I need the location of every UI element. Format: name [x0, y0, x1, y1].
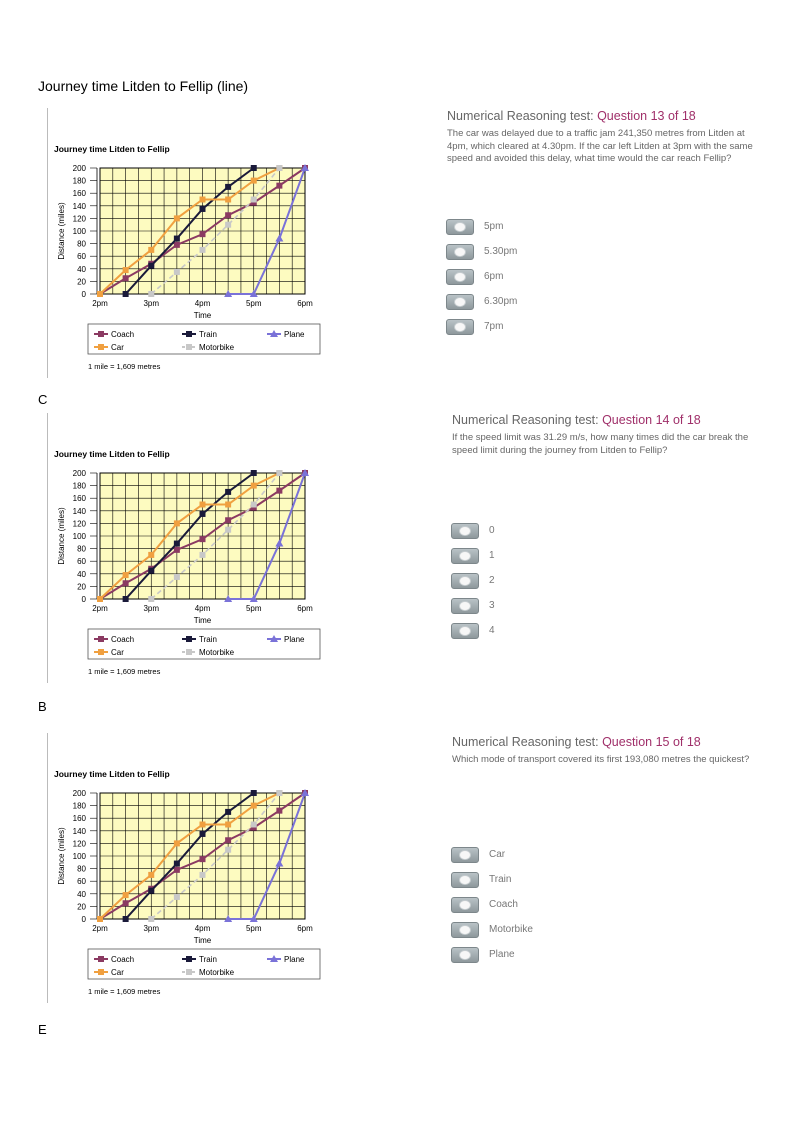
y-tick-label: 100	[72, 852, 86, 861]
chart-footnote: 1 mile = 1,609 metres	[88, 987, 161, 996]
x-tick-label: 3pm	[143, 299, 160, 308]
option-label: Plane	[489, 949, 515, 960]
y-tick-label: 0	[81, 595, 86, 604]
data-point	[174, 861, 180, 867]
option-label: 1	[489, 550, 495, 561]
radio-button-icon[interactable]	[446, 219, 474, 235]
x-tick-label: 6pm	[297, 604, 313, 613]
option-label: 7pm	[484, 321, 504, 332]
data-point	[200, 197, 206, 203]
chart-footnote: 1 mile = 1,609 metres	[88, 667, 161, 676]
data-point	[200, 511, 206, 517]
x-axis-label: Time	[193, 616, 212, 625]
data-point	[148, 568, 154, 574]
x-axis-label: Time	[193, 936, 212, 945]
answer-option[interactable]	[451, 593, 495, 618]
y-axis-label: Distance (miles)	[57, 507, 66, 565]
y-tick-label: 20	[77, 582, 86, 592]
data-point	[276, 790, 282, 796]
x-tick-label: 4pm	[194, 604, 211, 613]
data-point	[174, 867, 180, 873]
data-point	[97, 291, 103, 297]
question-header	[447, 109, 696, 123]
legend-label: Plane	[284, 955, 305, 964]
data-point	[251, 803, 257, 809]
chart-panel	[47, 733, 348, 1003]
data-point	[225, 222, 231, 228]
data-point	[276, 808, 282, 814]
data-point	[148, 291, 154, 297]
data-point	[251, 822, 257, 828]
y-tick-label: 160	[72, 494, 86, 504]
data-point	[200, 231, 206, 237]
question-header	[452, 735, 701, 749]
chart-title: Journey time Litden to Fellip	[54, 769, 170, 779]
data-point	[123, 892, 129, 898]
chart-panel	[47, 413, 348, 683]
legend-marker	[186, 636, 192, 642]
y-tick-label: 120	[72, 214, 86, 224]
option-label: 6pm	[484, 271, 504, 282]
x-tick-label: 4pm	[194, 299, 211, 308]
legend-label: Plane	[284, 635, 305, 644]
data-point	[225, 212, 231, 218]
y-tick-label: 60	[77, 877, 86, 887]
y-tick-label: 180	[72, 176, 86, 186]
radio-button-icon[interactable]	[451, 947, 479, 963]
legend-label: Motorbike	[199, 648, 235, 657]
legend-marker	[98, 649, 104, 655]
answer-options	[451, 842, 533, 967]
data-point	[225, 837, 231, 843]
x-tick-label: 2pm	[92, 299, 108, 308]
y-tick-label: 80	[77, 864, 86, 874]
legend-label: Car	[111, 968, 124, 977]
legend-label: Train	[199, 955, 217, 964]
answer-option[interactable]	[446, 214, 517, 239]
answer-option[interactable]	[451, 568, 495, 593]
legend-label: Motorbike	[199, 968, 235, 977]
question-number: Question 15 of 18	[602, 735, 701, 749]
y-tick-label: 40	[77, 889, 86, 899]
x-tick-label: 3pm	[143, 924, 160, 933]
data-point	[225, 502, 231, 508]
answer-option[interactable]	[446, 264, 517, 289]
answer-option[interactable]	[451, 518, 495, 543]
line-chart	[48, 413, 348, 683]
question-label: Numerical Reasoning test:	[452, 735, 603, 749]
x-tick-label: 5pm	[245, 924, 262, 933]
data-point	[123, 572, 129, 578]
y-tick-label: 40	[77, 264, 86, 274]
radio-button-icon[interactable]	[451, 623, 479, 639]
x-tick-label: 2pm	[92, 604, 108, 613]
data-point	[148, 552, 154, 558]
radio-button-icon[interactable]	[451, 847, 479, 863]
y-tick-label: 200	[72, 164, 86, 173]
answer-options	[446, 214, 517, 339]
y-tick-label: 120	[72, 839, 86, 849]
radio-button-icon[interactable]	[446, 319, 474, 335]
legend-marker	[98, 969, 104, 975]
answer-option[interactable]	[451, 842, 533, 867]
y-tick-label: 140	[72, 201, 86, 211]
legend-marker	[186, 331, 192, 337]
question-number: Question 14 of 18	[602, 413, 701, 427]
answer-option[interactable]	[451, 867, 533, 892]
chart-footnote: 1 mile = 1,609 metres	[88, 362, 161, 371]
data-point	[148, 888, 154, 894]
y-tick-label: 100	[72, 532, 86, 541]
y-tick-label: 100	[72, 227, 86, 236]
legend-marker	[98, 636, 104, 642]
data-point	[200, 831, 206, 837]
y-tick-label: 20	[77, 902, 86, 912]
data-point	[174, 520, 180, 526]
data-point	[251, 470, 257, 476]
data-point	[123, 267, 129, 273]
option-label: Coach	[489, 899, 518, 910]
data-point	[225, 809, 231, 815]
data-point	[200, 822, 206, 828]
data-point	[225, 184, 231, 190]
y-tick-label: 140	[72, 506, 86, 516]
data-point	[148, 916, 154, 922]
answer-option[interactable]	[451, 543, 495, 568]
data-point	[123, 596, 129, 602]
answer-option[interactable]	[446, 289, 517, 314]
legend-label: Coach	[111, 955, 135, 964]
data-point	[174, 894, 180, 900]
y-tick-label: 160	[72, 189, 86, 199]
answer-option[interactable]	[451, 618, 495, 643]
x-tick-label: 6pm	[297, 299, 313, 308]
radio-button-icon[interactable]	[446, 244, 474, 260]
question-number: Question 13 of 18	[597, 109, 696, 123]
chart-title: Journey time Litden to Fellip	[54, 144, 170, 154]
data-point	[123, 916, 129, 922]
chart-title: Journey time Litden to Fellip	[54, 449, 170, 459]
data-point	[123, 291, 129, 297]
data-point	[174, 269, 180, 275]
data-point	[276, 470, 282, 476]
data-point	[174, 215, 180, 221]
y-axis-label: Distance (miles)	[57, 827, 66, 885]
data-point	[225, 847, 231, 853]
radio-button-icon[interactable]	[446, 269, 474, 285]
data-point	[148, 872, 154, 878]
data-point	[200, 856, 206, 862]
data-point	[174, 242, 180, 248]
answer-letter: C	[38, 392, 48, 407]
y-tick-label: 80	[77, 544, 86, 554]
question-label: Numerical Reasoning test:	[452, 413, 603, 427]
x-tick-label: 3pm	[143, 604, 160, 613]
x-tick-label: 5pm	[245, 604, 262, 613]
answer-option[interactable]	[446, 314, 517, 339]
y-tick-label: 0	[81, 290, 86, 299]
y-tick-label: 200	[72, 469, 86, 478]
y-tick-label: 40	[77, 569, 86, 579]
data-point	[251, 483, 257, 489]
y-tick-label: 60	[77, 557, 86, 567]
y-axis-label: Distance (miles)	[57, 202, 66, 260]
line-chart	[48, 108, 348, 378]
data-point	[225, 489, 231, 495]
data-point	[200, 247, 206, 253]
data-point	[276, 183, 282, 189]
question-text: The car was delayed due to a traffic jam 241,350 metres from Litden at 4pm, which cleared at 4.30pm. If the car left Litden at 3pm with the same speed and avoided this delay, what time would the car reach Fellip?	[447, 128, 753, 164]
y-tick-label: 120	[72, 519, 86, 529]
radio-button-icon[interactable]	[451, 897, 479, 913]
option-label: 0	[489, 525, 495, 536]
legend-marker	[186, 649, 192, 655]
y-tick-label: 180	[72, 801, 86, 811]
line-chart	[48, 733, 348, 1003]
data-point	[123, 275, 129, 281]
option-label: 3	[489, 600, 495, 611]
data-point	[123, 900, 129, 906]
data-point	[251, 790, 257, 796]
y-tick-label: 80	[77, 239, 86, 249]
question-text: If the speed limit was 31.29 m/s, how many times did the car break the speed limit during the journey from Litden to Fellip?	[452, 432, 749, 456]
data-point	[225, 197, 231, 203]
legend-marker	[98, 331, 104, 337]
x-tick-label: 2pm	[92, 924, 108, 933]
legend-label: Car	[111, 648, 124, 657]
question-text: Which mode of transport covered its first 193,080 metres the quickest?	[452, 754, 750, 765]
data-point	[200, 552, 206, 558]
radio-button-icon[interactable]	[451, 922, 479, 938]
option-label: Motorbike	[489, 924, 533, 935]
option-label: Car	[489, 849, 506, 860]
data-point	[200, 536, 206, 542]
question-header	[452, 413, 701, 427]
legend-label: Train	[199, 635, 217, 644]
answer-option[interactable]	[446, 239, 517, 264]
page-title: Journey time Litden to Fellip (line)	[38, 78, 249, 94]
answer-letter: B	[38, 699, 47, 714]
data-point	[200, 872, 206, 878]
data-point	[174, 236, 180, 242]
data-point	[174, 574, 180, 580]
legend-marker	[186, 969, 192, 975]
answer-options	[451, 518, 495, 643]
legend-label: Motorbike	[199, 343, 235, 352]
answer-option[interactable]	[451, 917, 533, 942]
data-point	[174, 840, 180, 846]
radio-button-icon[interactable]	[446, 294, 474, 310]
x-axis-label: Time	[193, 311, 212, 320]
answer-option[interactable]	[451, 892, 533, 917]
legend-label: Train	[199, 330, 217, 339]
data-point	[276, 165, 282, 171]
data-point	[148, 596, 154, 602]
data-point	[251, 165, 257, 171]
y-tick-label: 20	[77, 277, 86, 287]
legend-marker	[186, 956, 192, 962]
x-tick-label: 5pm	[245, 299, 262, 308]
radio-button-icon[interactable]	[451, 573, 479, 589]
legend-marker	[98, 956, 104, 962]
y-tick-label: 0	[81, 915, 86, 924]
x-tick-label: 6pm	[297, 924, 313, 933]
option-label: 4	[489, 625, 495, 636]
radio-button-icon[interactable]	[451, 548, 479, 564]
legend-label: Coach	[111, 330, 135, 339]
data-point	[148, 247, 154, 253]
option-label: 2	[489, 575, 495, 586]
chart-panel	[47, 108, 348, 378]
legend-marker	[98, 344, 104, 350]
data-point	[225, 822, 231, 828]
data-point	[200, 206, 206, 212]
data-point	[225, 517, 231, 523]
data-point	[97, 596, 103, 602]
data-point	[174, 547, 180, 553]
radio-button-icon[interactable]	[451, 872, 479, 888]
radio-button-icon[interactable]	[451, 523, 479, 539]
legend-label: Car	[111, 343, 124, 352]
answer-option[interactable]	[451, 942, 533, 967]
data-point	[251, 197, 257, 203]
question-label: Numerical Reasoning test:	[447, 109, 598, 123]
legend-label: Plane	[284, 330, 305, 339]
y-tick-label: 140	[72, 826, 86, 836]
option-label: 6.30pm	[484, 296, 518, 307]
y-tick-label: 60	[77, 252, 86, 262]
data-point	[225, 527, 231, 533]
data-point	[148, 263, 154, 269]
data-point	[123, 580, 129, 586]
radio-button-icon[interactable]	[451, 598, 479, 614]
y-tick-label: 200	[72, 789, 86, 798]
y-tick-label: 180	[72, 481, 86, 491]
data-point	[174, 541, 180, 547]
data-point	[97, 916, 103, 922]
data-point	[251, 178, 257, 184]
x-tick-label: 4pm	[194, 924, 211, 933]
data-point	[251, 502, 257, 508]
option-label: 5.30pm	[484, 246, 518, 257]
legend-label: Coach	[111, 635, 135, 644]
answer-letter: E	[38, 1022, 47, 1037]
data-point	[200, 502, 206, 508]
y-tick-label: 160	[72, 814, 86, 824]
option-label: 5pm	[484, 221, 504, 232]
data-point	[276, 488, 282, 494]
option-label: Train	[489, 874, 512, 885]
legend-marker	[186, 344, 192, 350]
